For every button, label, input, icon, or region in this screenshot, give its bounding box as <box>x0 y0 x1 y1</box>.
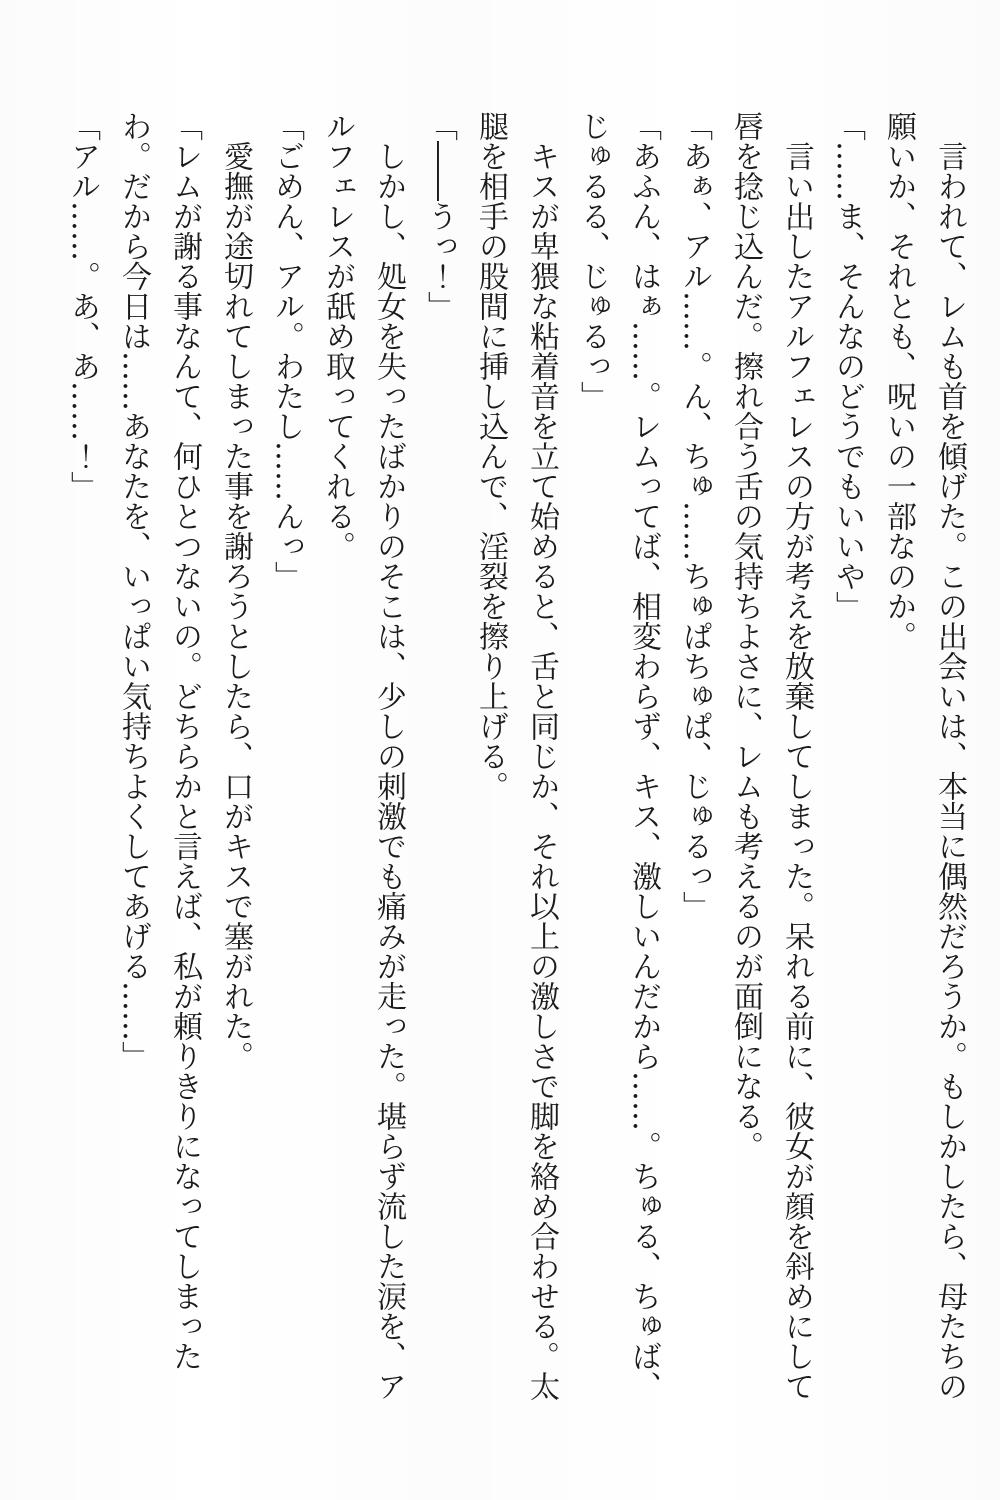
paragraph-dialogue-2: 「あぁ、アル……。ん、ちゅ……ちゅぱちゅぱ、じゅるっ」 <box>677 111 712 921</box>
paragraph-narration-4: しかし、処女を失ったばかりのそこは、少しの刺激でも痛みが走った。堪らず流した涙を、アルフェレスが舐め取ってくれる。 <box>320 111 406 1401</box>
paragraph-narration-1: 言われて、レムも首を傾げた。この出会いは、本当に偶然だろうか。もしかしたら、母たちの願いか、それとも、呪いの一部なのか。 <box>881 111 967 1401</box>
paragraph-dialogue-4: 「――うっ！」 <box>422 111 457 321</box>
paragraph-narration-3: キスが卑猥な粘着音を立て始めると、舌と同じか、それ以上の激しさで脚を絡め合わせる。太腿を相手の股間に挿し込んで、淫裂を擦り上げる。 <box>473 111 559 1401</box>
paragraph-narration-5: 愛撫が途切れてしまった事を謝ろうとしたら、口がキスで塞がれた。 <box>218 141 253 1071</box>
paragraph-dialogue-5: 「ごめん、アル。わたし……んっ」 <box>269 111 304 591</box>
novel-text-block <box>57 111 975 1401</box>
paragraph-dialogue-7: 「アル……。あ、あ……！」 <box>65 111 100 501</box>
paragraph-dialogue-3: 「あふん、はぁ……。レムってば、相変わらず、キス、激しいんだから……。ちゅる、ちゅば、じゅるる、じゅるっ」 <box>575 111 661 1401</box>
paragraph-dialogue-6: 「レムが謝る事なんて、何ひとつないの。どちらかと言えば、私が頼りきりになってしまったわ。だから今日は……あなたを、いっぱい気持ちよくしてあげる……」 <box>116 111 202 1371</box>
paragraph-dialogue-1: 「……ま、そんなのどうでもいいや」 <box>830 111 865 621</box>
paragraph-narration-2: 言い出したアルフェレスの方が考えを放棄してしまった。呆れる前に、彼女が顔を斜めにして唇を捻じ込んだ。擦れ合う舌の気持ちよさに、レムも考えるのが面倒になる。 <box>728 111 814 1401</box>
